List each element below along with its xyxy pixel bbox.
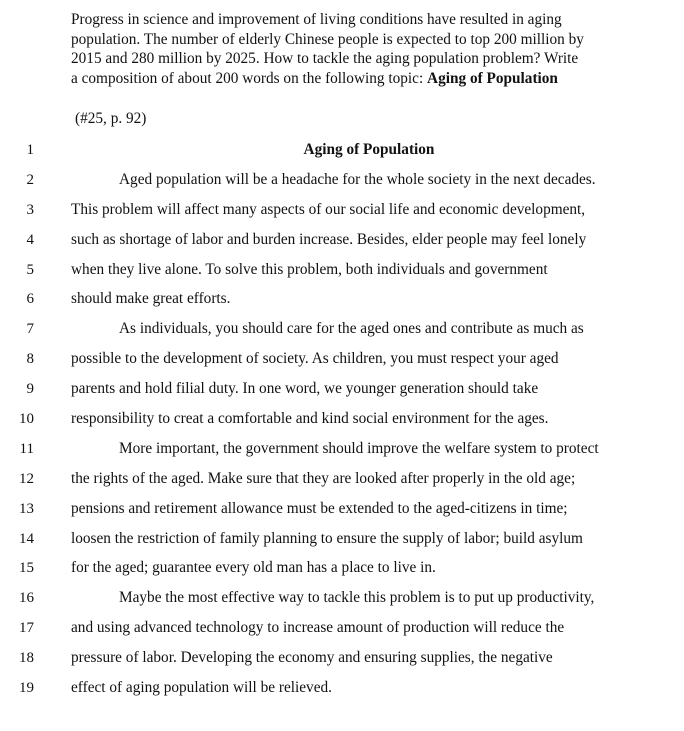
essay-line: effect of aging population will be relieved. bbox=[71, 679, 332, 696]
essay-line: pressure of labor. Developing the economy and ensuring supplies, the negative bbox=[71, 649, 553, 666]
line-number: 8 bbox=[26, 351, 34, 367]
line-number: 9 bbox=[26, 381, 34, 397]
line-number: 6 bbox=[26, 291, 34, 307]
essay-line: such as shortage of labor and burden increase. Besides, elder people may feel lonely bbox=[71, 231, 587, 248]
line-number: 10 bbox=[19, 411, 34, 427]
source-reference: (#25, p. 92) bbox=[75, 110, 147, 127]
line-number: 18 bbox=[19, 650, 34, 666]
prompt-text bbox=[71, 10, 671, 88]
essay-line: More important, the government should improve the welfare system to protect bbox=[119, 440, 599, 457]
prompt-topic: Aging of Population bbox=[427, 69, 558, 87]
essay-line: possible to the development of society. As children, you must respect your aged bbox=[71, 350, 559, 367]
line-number: 1 bbox=[26, 142, 34, 158]
line-number: 15 bbox=[19, 560, 34, 576]
essay-line: Aged population will be a headache for the whole society in the next decades. bbox=[119, 171, 596, 188]
line-number: 13 bbox=[19, 501, 34, 517]
essay-line: loosen the restriction of family planning to ensure the supply of labor; build asylum bbox=[71, 530, 583, 547]
line-number: 14 bbox=[19, 531, 34, 547]
essay-line: This problem will affect many aspects of our social life and economic development, bbox=[71, 201, 586, 218]
essay-line: responsibility to creat a comfortable and kind social environment for the ages. bbox=[71, 410, 549, 427]
line-number: 16 bbox=[19, 590, 34, 606]
line-number: 3 bbox=[26, 202, 34, 218]
essay-line: As individuals, you should care for the aged ones and contribute as much as bbox=[119, 320, 584, 337]
prompt-body: Progress in science and improvement of living conditions have resulted in aging population. The number of elderly Chinese people is expected to top 200 million by 2015 and 280 million by 2025. How to tackle the aging population problem? Write a composition of about 200 words on the following topic: bbox=[71, 11, 584, 87]
essay-line: for the aged; guarantee every old man has a place to live in. bbox=[71, 559, 436, 576]
essay-line: should make great efforts. bbox=[71, 290, 231, 307]
line-number: 12 bbox=[19, 471, 34, 487]
essay-line: Maybe the most effective way to tackle this problem is to put up productivity, bbox=[119, 589, 595, 606]
line-number: 19 bbox=[19, 680, 34, 696]
essay-title: Aging of Population bbox=[303, 141, 435, 158]
essay-line: pensions and retirement allowance must be extended to the aged-citizens in time; bbox=[71, 500, 568, 517]
line-number: 4 bbox=[26, 232, 34, 248]
line-number: 5 bbox=[26, 262, 34, 278]
essay-line: the rights of the aged. Make sure that they are looked after properly in the old age; bbox=[71, 470, 576, 487]
line-number: 11 bbox=[19, 441, 34, 457]
essay-line: and using advanced technology to increase amount of production will reduce the bbox=[71, 619, 565, 636]
line-number: 17 bbox=[19, 620, 34, 636]
line-number: 2 bbox=[26, 172, 34, 188]
line-number: 7 bbox=[26, 321, 34, 337]
essay-line: when they live alone. To solve this problem, both individuals and government bbox=[71, 261, 548, 278]
essay-line: parents and hold filial duty. In one word, we younger generation should take bbox=[71, 380, 539, 397]
